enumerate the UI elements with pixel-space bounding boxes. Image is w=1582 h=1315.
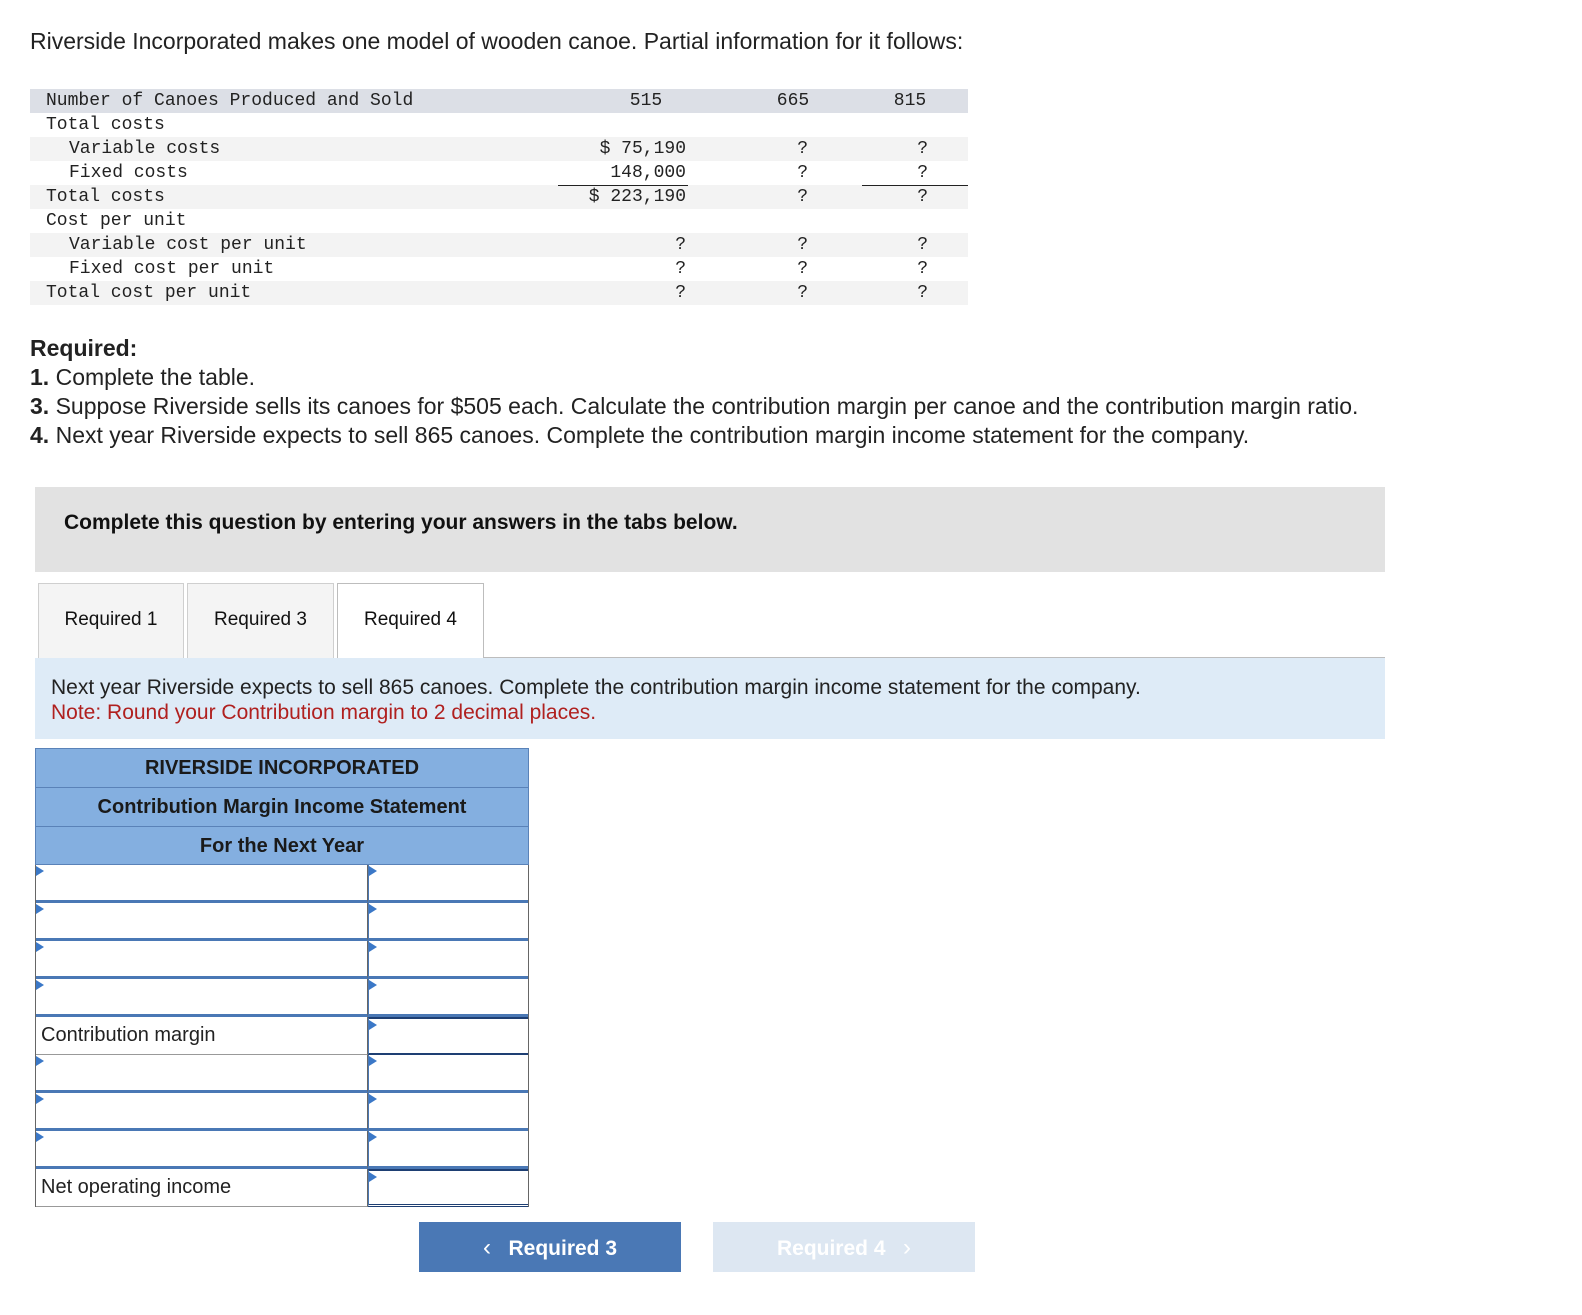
statement-amount-input-3[interactable]	[369, 941, 528, 976]
income-statement	[35, 748, 529, 1207]
question-info-box	[35, 658, 1385, 739]
required-item-3-num: 3.	[30, 393, 50, 419]
total-costs-group-label: Total costs	[46, 115, 165, 135]
header-col-815: 815	[893, 91, 927, 111]
required-item-3-text: Suppose Riverside sells its canoes for $505 each. Calculate the contribution margin per canoe and the contribution margin ratio.	[49, 393, 1359, 419]
contribution-margin-input[interactable]	[369, 1019, 528, 1053]
contribution-margin-label: Contribution margin	[36, 1017, 368, 1055]
total-cost-per-unit-row	[30, 281, 968, 305]
variable-cost-per-unit-665: ?	[797, 235, 808, 255]
total-costs-665: ?	[797, 187, 808, 207]
statement-label-dropdown-8[interactable]	[36, 1131, 368, 1169]
header-col-515: 515	[629, 91, 663, 111]
intro-text: Riverside Incorporated makes one model of wooden canoe. Partial information for it follows:	[30, 28, 964, 54]
total-cost-per-unit-665: ?	[797, 283, 808, 303]
instructions-banner	[35, 487, 1385, 572]
required-item-4-num: 4.	[30, 422, 50, 448]
required-item-1	[30, 363, 1358, 392]
fixed-costs-515: 148,000	[610, 163, 686, 183]
fixed-cost-per-unit-665: ?	[797, 259, 808, 279]
dropdown-marker-icon	[36, 942, 44, 952]
info-text: Next year Riverside expects to sell 865 canoes. Complete the contribution margin income statement for the company.	[51, 676, 1141, 699]
total-costs-group-row	[30, 113, 968, 137]
dropdown-marker-icon	[36, 1132, 44, 1142]
variable-costs-815: ?	[917, 139, 928, 159]
statement-amount-cell-2	[368, 903, 528, 941]
statement-amount-cell-1	[368, 865, 528, 903]
total-costs-label: Total costs	[46, 187, 165, 207]
tab-required-3[interactable]: Required 3	[187, 583, 334, 658]
fixed-cost-per-unit-515: ?	[675, 259, 686, 279]
total-costs-row	[30, 185, 968, 209]
statement-period: For the Next Year	[35, 826, 529, 865]
statement-label-dropdown-7[interactable]	[36, 1093, 368, 1131]
statement-amount-cell-6	[368, 1055, 528, 1093]
statement-amount-cell-3	[368, 941, 528, 979]
fixed-cost-per-unit-815: ?	[917, 259, 928, 279]
statement-amount-input-7[interactable]	[369, 1093, 528, 1128]
statement-row-6	[35, 1055, 529, 1093]
statement-label-dropdown-1[interactable]	[36, 865, 368, 903]
net-operating-income-input[interactable]	[369, 1171, 528, 1204]
total-cost-per-unit-515: ?	[675, 283, 686, 303]
statement-row-7	[35, 1093, 529, 1131]
fixed-cost-per-unit-label: Fixed cost per unit	[69, 259, 275, 279]
required-item-1-text: Complete the table.	[49, 364, 256, 390]
statement-row-3	[35, 941, 529, 979]
next-required-4-button	[713, 1222, 975, 1272]
statement-amount-cell-7	[368, 1093, 528, 1131]
statement-company: RIVERSIDE INCORPORATED	[35, 748, 529, 787]
total-cost-per-unit-label: Total cost per unit	[46, 283, 252, 303]
banner-text: Complete this question by entering your answers in the tabs below.	[64, 511, 738, 534]
statement-amount-input-1[interactable]	[369, 865, 528, 900]
variable-cost-per-unit-815: ?	[917, 235, 928, 255]
fixed-costs-label: Fixed costs	[69, 163, 188, 183]
net-operating-income-cell	[368, 1169, 528, 1207]
required-item-1-num: 1.	[30, 364, 50, 390]
fixed-costs-row	[30, 161, 968, 185]
dropdown-marker-icon	[369, 1172, 377, 1182]
required-section	[30, 334, 1358, 450]
dropdown-marker-icon	[369, 904, 377, 914]
contribution-margin-cell	[368, 1017, 528, 1055]
statement-row-2	[35, 903, 529, 941]
table-header-row	[30, 89, 968, 113]
header-label: Number of Canoes Produced and Sold	[46, 91, 414, 111]
statement-amount-cell-8	[368, 1131, 528, 1169]
variable-costs-label: Variable costs	[69, 139, 221, 159]
prev-button-label: Required 3	[508, 1237, 618, 1260]
statement-amount-input-2[interactable]	[369, 903, 528, 938]
dropdown-marker-icon	[36, 904, 44, 914]
statement-amount-cell-4	[368, 979, 528, 1017]
total-costs-815: ?	[917, 187, 928, 207]
variable-costs-row	[30, 137, 968, 161]
dropdown-marker-icon	[36, 1056, 44, 1066]
fixed-costs-665: ?	[797, 163, 808, 183]
next-button-label: Required 4	[776, 1237, 886, 1260]
variable-cost-per-unit-515: ?	[675, 235, 686, 255]
total-cost-per-unit-815: ?	[917, 283, 928, 303]
statement-title: Contribution Margin Income Statement	[35, 787, 529, 826]
statement-amount-input-4[interactable]	[369, 979, 528, 1014]
tab-required-1[interactable]: Required 1	[38, 583, 184, 658]
statement-amount-input-6[interactable]	[369, 1055, 528, 1090]
chevron-right-icon: ›	[903, 1234, 912, 1261]
fixed-costs-815: ?	[917, 163, 928, 183]
dropdown-marker-icon	[369, 1020, 377, 1030]
dropdown-marker-icon	[369, 1056, 377, 1066]
statement-row-1	[35, 865, 529, 903]
variable-costs-515: $ 75,190	[599, 139, 686, 159]
net-operating-income-label: Net operating income	[36, 1169, 368, 1207]
fixed-cost-per-unit-row	[30, 257, 968, 281]
variable-cost-per-unit-label: Variable cost per unit	[69, 235, 307, 255]
tab-required-4[interactable]: Required 4	[337, 583, 484, 659]
statement-label-dropdown-3[interactable]	[36, 941, 368, 979]
header-col-665: 665	[776, 91, 810, 111]
info-note: Note: Round your Contribution margin to 2 decimal places.	[51, 701, 597, 724]
statement-label-dropdown-6[interactable]	[36, 1055, 368, 1093]
dropdown-marker-icon	[369, 942, 377, 952]
dropdown-marker-icon	[369, 1094, 377, 1104]
variable-costs-665: ?	[797, 139, 808, 159]
total-costs-515: $ 223,190	[588, 187, 686, 207]
chevron-left-icon: ‹	[482, 1234, 491, 1261]
dropdown-marker-icon	[369, 980, 377, 990]
required-item-4-text: Next year Riverside expects to sell 865 canoes. Complete the contribution margin income statement for the company.	[49, 422, 1250, 448]
dropdown-marker-icon	[36, 980, 44, 990]
contribution-margin-row	[35, 1017, 529, 1055]
statement-row-4	[35, 979, 529, 1017]
dropdown-marker-icon	[36, 1094, 44, 1104]
cost-per-unit-group-row	[30, 209, 968, 233]
prev-required-3-button[interactable]	[419, 1222, 681, 1272]
statement-label-dropdown-4[interactable]	[36, 979, 368, 1017]
net-operating-income-row	[35, 1169, 529, 1207]
required-heading: Required:	[30, 335, 138, 361]
dropdown-marker-icon	[369, 866, 377, 876]
dropdown-marker-icon	[369, 1132, 377, 1142]
variable-cost-per-unit-row	[30, 233, 968, 257]
statement-label-dropdown-2[interactable]	[36, 903, 368, 941]
statement-amount-input-8[interactable]	[369, 1131, 528, 1166]
cost-data-table	[30, 89, 968, 305]
dropdown-marker-icon	[36, 866, 44, 876]
required-item-4	[30, 421, 1358, 450]
required-item-3	[30, 392, 1358, 421]
statement-row-8	[35, 1131, 529, 1169]
cost-per-unit-group-label: Cost per unit	[46, 211, 187, 231]
